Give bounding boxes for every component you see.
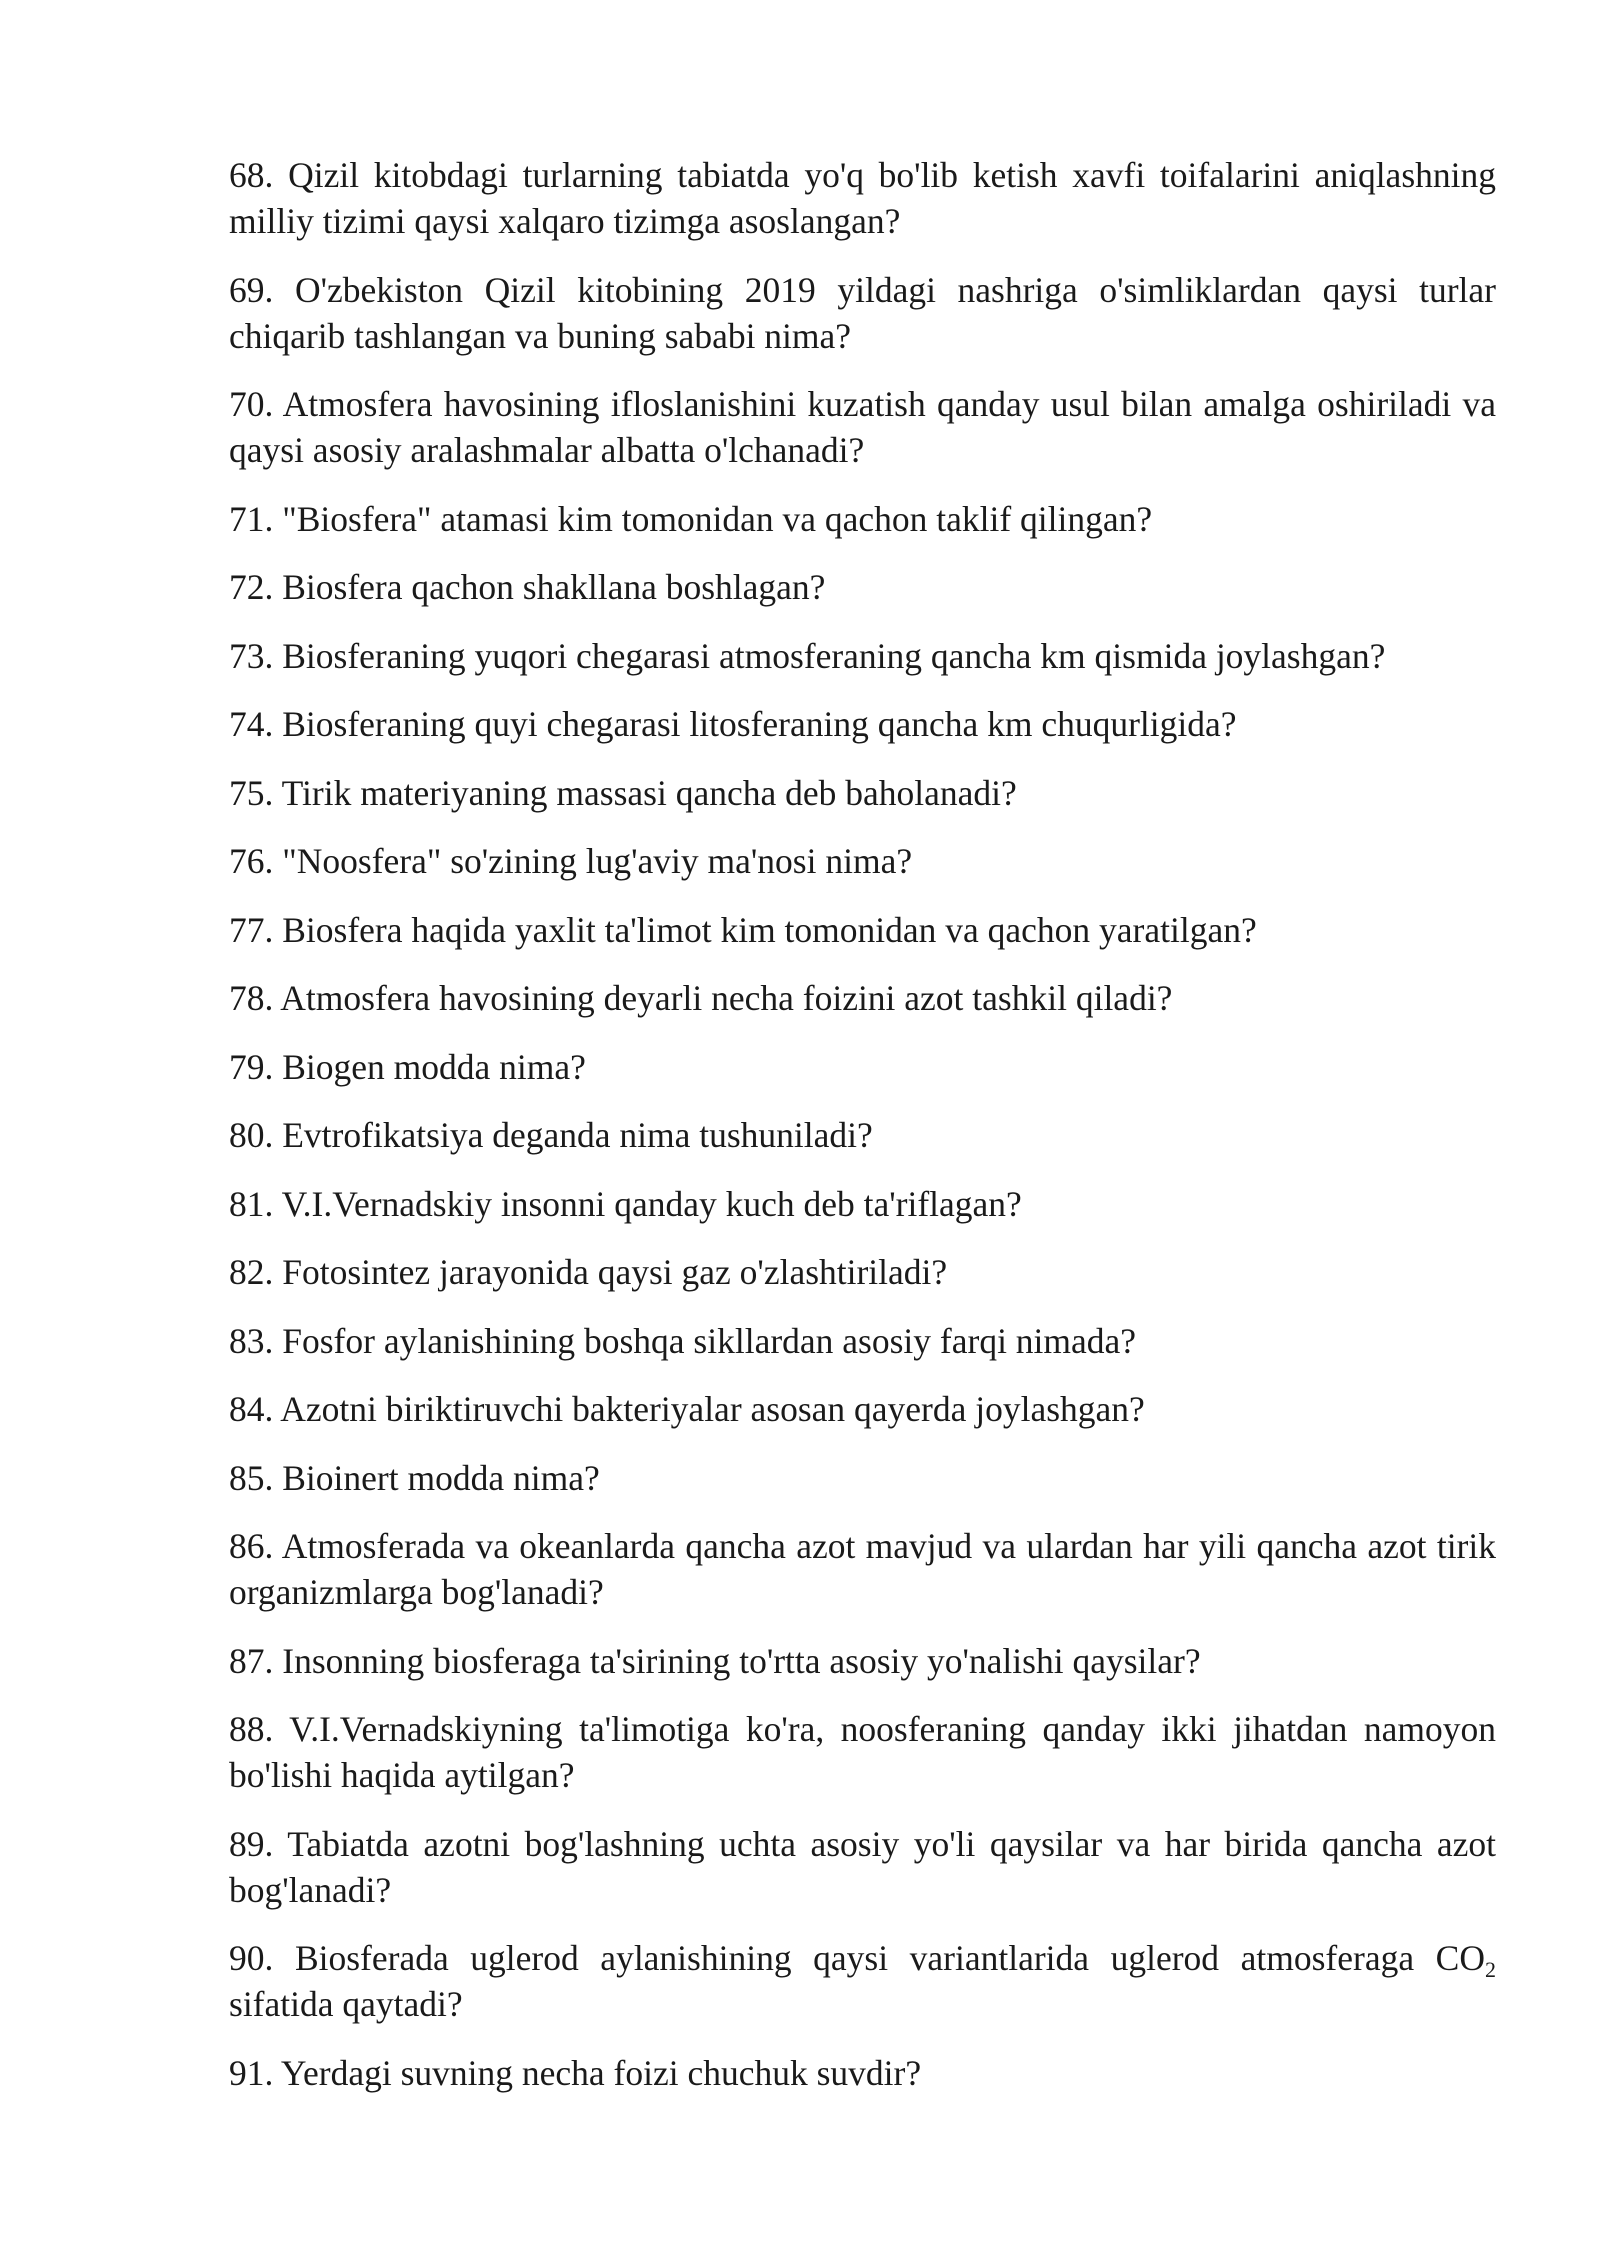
question-82: 82. Fotosintez jarayonida qaysi gaz o'zlashtiriladi? xyxy=(229,1252,948,1292)
document-page xyxy=(229,152,1496,2118)
question-88: 88. V.I.Vernadskiyning ta'limotiga ko'ra, noosferaning qanday ikki jihatdan namoyon bo'lishi haqida aytilgan? xyxy=(229,1709,1496,1795)
question-78: 78. Atmosfera havosining deyarli necha foizini azot tashkil qiladi? xyxy=(229,978,1173,1018)
question-90-tail: sifatida qaytadi? xyxy=(229,1984,463,2024)
question-85: 85. Bioinert modda nima? xyxy=(229,1457,600,1498)
question-80: 80. Evtrofikatsiya deganda nima tushuniladi? xyxy=(229,1115,873,1155)
question-76: 76. "Noosfera" so'zining lug'aviy ma'nosi nima? xyxy=(229,841,913,881)
question-83: 83. Fosfor aylanishining boshqa sikllardan asosiy farqi nimada? xyxy=(229,1320,1137,1361)
question-89: 89. Tabiatda azotni bog'lashning uchta asosiy yo'li qaysilar va har birida qancha azot bog'lanadi? xyxy=(229,1823,1496,1910)
question-87: 87. Insonning biosferaga ta'sirining to'rtta asosiy yo'nalishi qaysilar? xyxy=(229,1640,1201,1681)
question-75: 75. Tirik materiyaning massasi qancha deb baholanadi? xyxy=(229,772,1017,813)
question-74: 74. Biosferaning quyi chegarasi litosferaning qancha km chuqurligida? xyxy=(229,704,1237,744)
co2-subscript: 2 xyxy=(1485,1957,1496,1982)
question-84: 84. Azotni biriktiruvchi bakteriyalar asosan qayerda joylashgan? xyxy=(229,1389,1145,1429)
question-71: 71. "Biosfera" atamasi kim tomonidan va qachon taklif qilingan? xyxy=(229,498,1153,539)
question-86: 86. Atmosferada va okeanlarda qancha azot mavjud va ulardan har yili qancha azot tirik organizmlarga bog'lanadi? xyxy=(229,1526,1496,1612)
question-81: 81. V.I.Vernadskiy insonni qanday kuch deb ta'riflagan? xyxy=(229,1183,1022,1224)
question-72: 72. Biosfera qachon shakllana boshlagan? xyxy=(229,567,826,607)
question-91: 91. Yerdagi suvning necha foizi chuchuk suvdir? xyxy=(229,2052,922,2093)
question-90-text: 90. Biosferada uglerod aylanishining qaysi variantlarida uglerod atmosferaga CO xyxy=(229,1938,1485,1978)
question-90 xyxy=(229,1935,1496,2027)
question-73: 73. Biosferaning yuqori chegarasi atmosferaning qancha km qismida joylashgan? xyxy=(229,635,1386,676)
question-77: 77. Biosfera haqida yaxlit ta'limot kim tomonidan va qachon yaratilgan? xyxy=(229,909,1257,950)
question-69: 69. O'zbekiston Qizil kitobining 2019 yildagi nashriga o'simliklardan qaysi turlar chiqarib tashlangan va buning sababi nima? xyxy=(229,269,1496,356)
question-79: 79. Biogen modda nima? xyxy=(229,1046,586,1087)
question-70: 70. Atmosfera havosining ifloslanishini kuzatish qanday usul bilan amalga oshiriladi va qaysi asosiy aralashmalar albatta o'lchanadi? xyxy=(229,384,1496,470)
question-68: 68. Qizil kitobdagi turlarning tabiatda yo'q bo'lib ketish xavfi toifalarini aniqlashning milliy tizimi qaysi xalqaro tizimga asoslangan? xyxy=(229,155,1496,241)
